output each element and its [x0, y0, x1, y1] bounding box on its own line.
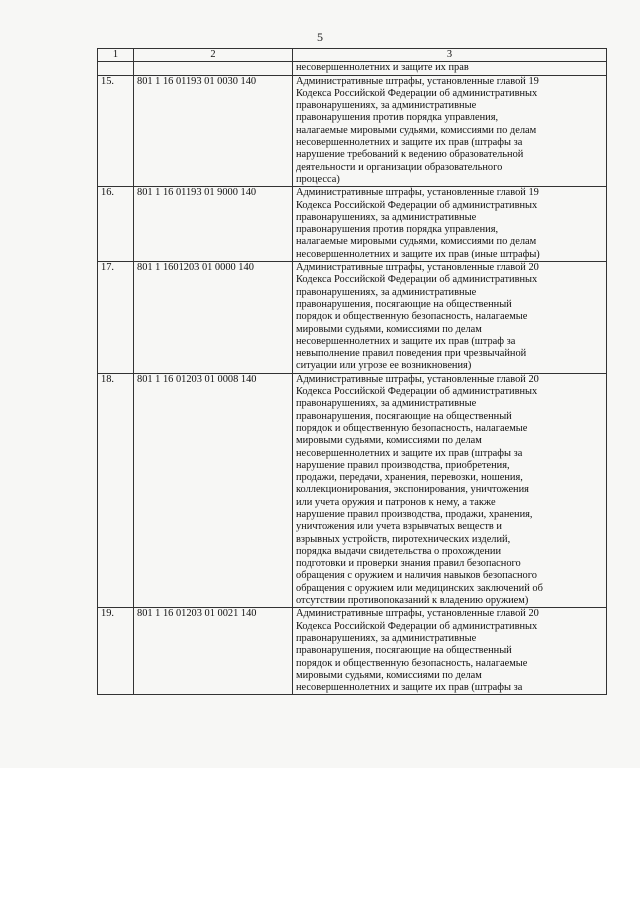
- description-line: правонарушениях, за административные: [296, 398, 477, 410]
- budget-code-cell: 801 1 16 01203 01 0021 140: [134, 608, 293, 695]
- table-row: [98, 75, 607, 187]
- description-line: Кодекса Российской Федерации об административных: [296, 386, 538, 398]
- description-line: порядка выдачи свидетельства о прохождении: [296, 545, 502, 557]
- table-row: [98, 373, 607, 608]
- continuation-code-cell: [134, 62, 293, 75]
- table-row-continuation: [98, 62, 607, 75]
- description-line: обращения с оружием и наличия навыков безопасного: [296, 570, 537, 582]
- column-header-description: 3: [293, 49, 607, 62]
- description-line: продажи, передачи, хранения, перевозки, ношения,: [296, 472, 523, 484]
- description-line: деятельности и организации образовательного: [296, 161, 503, 173]
- description-line: правонарушения, посягающие на общественный: [296, 410, 512, 422]
- row-number-cell: 16.: [98, 187, 134, 262]
- description-line: правонарушения против порядка управления,: [296, 224, 499, 236]
- description-line: коллекционирования, экспонирования, уничтожения: [296, 484, 529, 496]
- description-line: несовершеннолетних и защите их прав (штраф за: [296, 335, 516, 347]
- description-line: правонарушения, посягающие на общественный: [296, 645, 512, 657]
- description-line: подготовки и проверки знания правил безопасного: [296, 558, 521, 570]
- description-line: правонарушениях, за административные: [296, 286, 477, 298]
- description-line: порядок и общественную безопасность, налагаемые: [296, 422, 528, 434]
- description-line: Кодекса Российской Федерации об административных: [296, 87, 538, 99]
- description-line: правонарушениях, за административные: [296, 100, 477, 112]
- row-number-cell: 19.: [98, 608, 134, 695]
- description-line: невыполнение правил поведения при чрезвычайной: [296, 348, 527, 360]
- description-line: порядок и общественную безопасность, налагаемые: [296, 311, 528, 323]
- row-number-cell: 17.: [98, 262, 134, 374]
- description-line: отсутствии противопоказаний к владению оружием): [296, 595, 529, 607]
- row-number-cell: 15.: [98, 75, 134, 187]
- description-line: правонарушениях, за административные: [296, 632, 477, 644]
- continuation-description-cell: [293, 62, 607, 75]
- description-line: несовершеннолетних и защите их прав (иные штрафы): [296, 248, 540, 260]
- description-line: взрывных устройств, пиротехнических изделий,: [296, 533, 511, 545]
- description-cell: [293, 608, 607, 695]
- table-header-row: [98, 49, 607, 62]
- description-line: Административные штрафы, установленные главой 20: [296, 608, 539, 620]
- description-line: нарушение требований к ведению образовательной: [296, 149, 524, 161]
- fines-table: [97, 48, 607, 695]
- budget-code-cell: 801 1 1601203 01 0000 140: [134, 262, 293, 374]
- description-line: несовершеннолетних и защите их прав (штрафы за: [296, 682, 523, 694]
- continuation-number-cell: [98, 62, 134, 75]
- budget-code-cell: 801 1 16 01203 01 0008 140: [134, 373, 293, 608]
- description-line: нарушение правил производства, продажи, хранения,: [296, 508, 533, 520]
- description-line: Административные штрафы, установленные главой 20: [296, 373, 539, 385]
- column-header-number: 1: [98, 49, 134, 62]
- description-line: правонарушения, посягающие на общественный: [296, 298, 512, 310]
- table-row: [98, 608, 607, 695]
- description-line: правонарушениях, за административные: [296, 211, 477, 223]
- description-cell: [293, 75, 607, 187]
- description-line: ситуации или угрозе ее возникновения): [296, 360, 472, 372]
- description-line: несовершеннолетних и защите их прав (штрафы за: [296, 137, 523, 149]
- description-cell: [293, 373, 607, 608]
- budget-code-cell: 801 1 16 01193 01 9000 140: [134, 187, 293, 262]
- description-line: Административные штрафы, установленные главой 19: [296, 187, 539, 199]
- description-line: уничтожения или учета взрывчатых веществ и: [296, 521, 502, 533]
- row-number-cell: 18.: [98, 373, 134, 608]
- budget-code-cell: 801 1 16 01193 01 0030 140: [134, 75, 293, 187]
- description-line: мировыми судьями, комиссиями по делам: [296, 669, 482, 681]
- description-line: Кодекса Российской Федерации об административных: [296, 199, 538, 211]
- table-body: [98, 62, 607, 695]
- description-cell: [293, 187, 607, 262]
- description-line: процесса): [296, 173, 340, 185]
- description-line: налагаемые мировыми судьями, комиссиями по делам: [296, 236, 537, 248]
- page-number: 5: [317, 30, 323, 44]
- description-line: или учета оружия и патронов к нему, а также: [296, 496, 496, 508]
- column-header-code: 2: [134, 49, 293, 62]
- description-line: нарушение правил производства, приобретения,: [296, 459, 510, 471]
- description-line: порядок и общественную безопасность, налагаемые: [296, 657, 528, 669]
- description-line: правонарушения против порядка управления,: [296, 112, 499, 124]
- table-row: [98, 187, 607, 262]
- table-row: [98, 262, 607, 374]
- description-line: Административные штрафы, установленные главой 20: [296, 262, 539, 274]
- description-line: Кодекса Российской Федерации об административных: [296, 274, 538, 286]
- description-cell: [293, 262, 607, 374]
- description-line: Кодекса Российской Федерации об административных: [296, 620, 538, 632]
- description-line: несовершеннолетних и защите их прав: [296, 62, 469, 74]
- description-line: обращения с оружием или медицинских заключений об: [296, 582, 543, 594]
- description-line: налагаемые мировыми судьями, комиссиями по делам: [296, 124, 537, 136]
- description-line: несовершеннолетних и защите их прав (штрафы за: [296, 447, 523, 459]
- description-line: Административные штрафы, установленные главой 19: [296, 75, 539, 87]
- description-line: мировыми судьями, комиссиями по делам: [296, 435, 482, 447]
- description-line: мировыми судьями, комиссиями по делам: [296, 323, 482, 335]
